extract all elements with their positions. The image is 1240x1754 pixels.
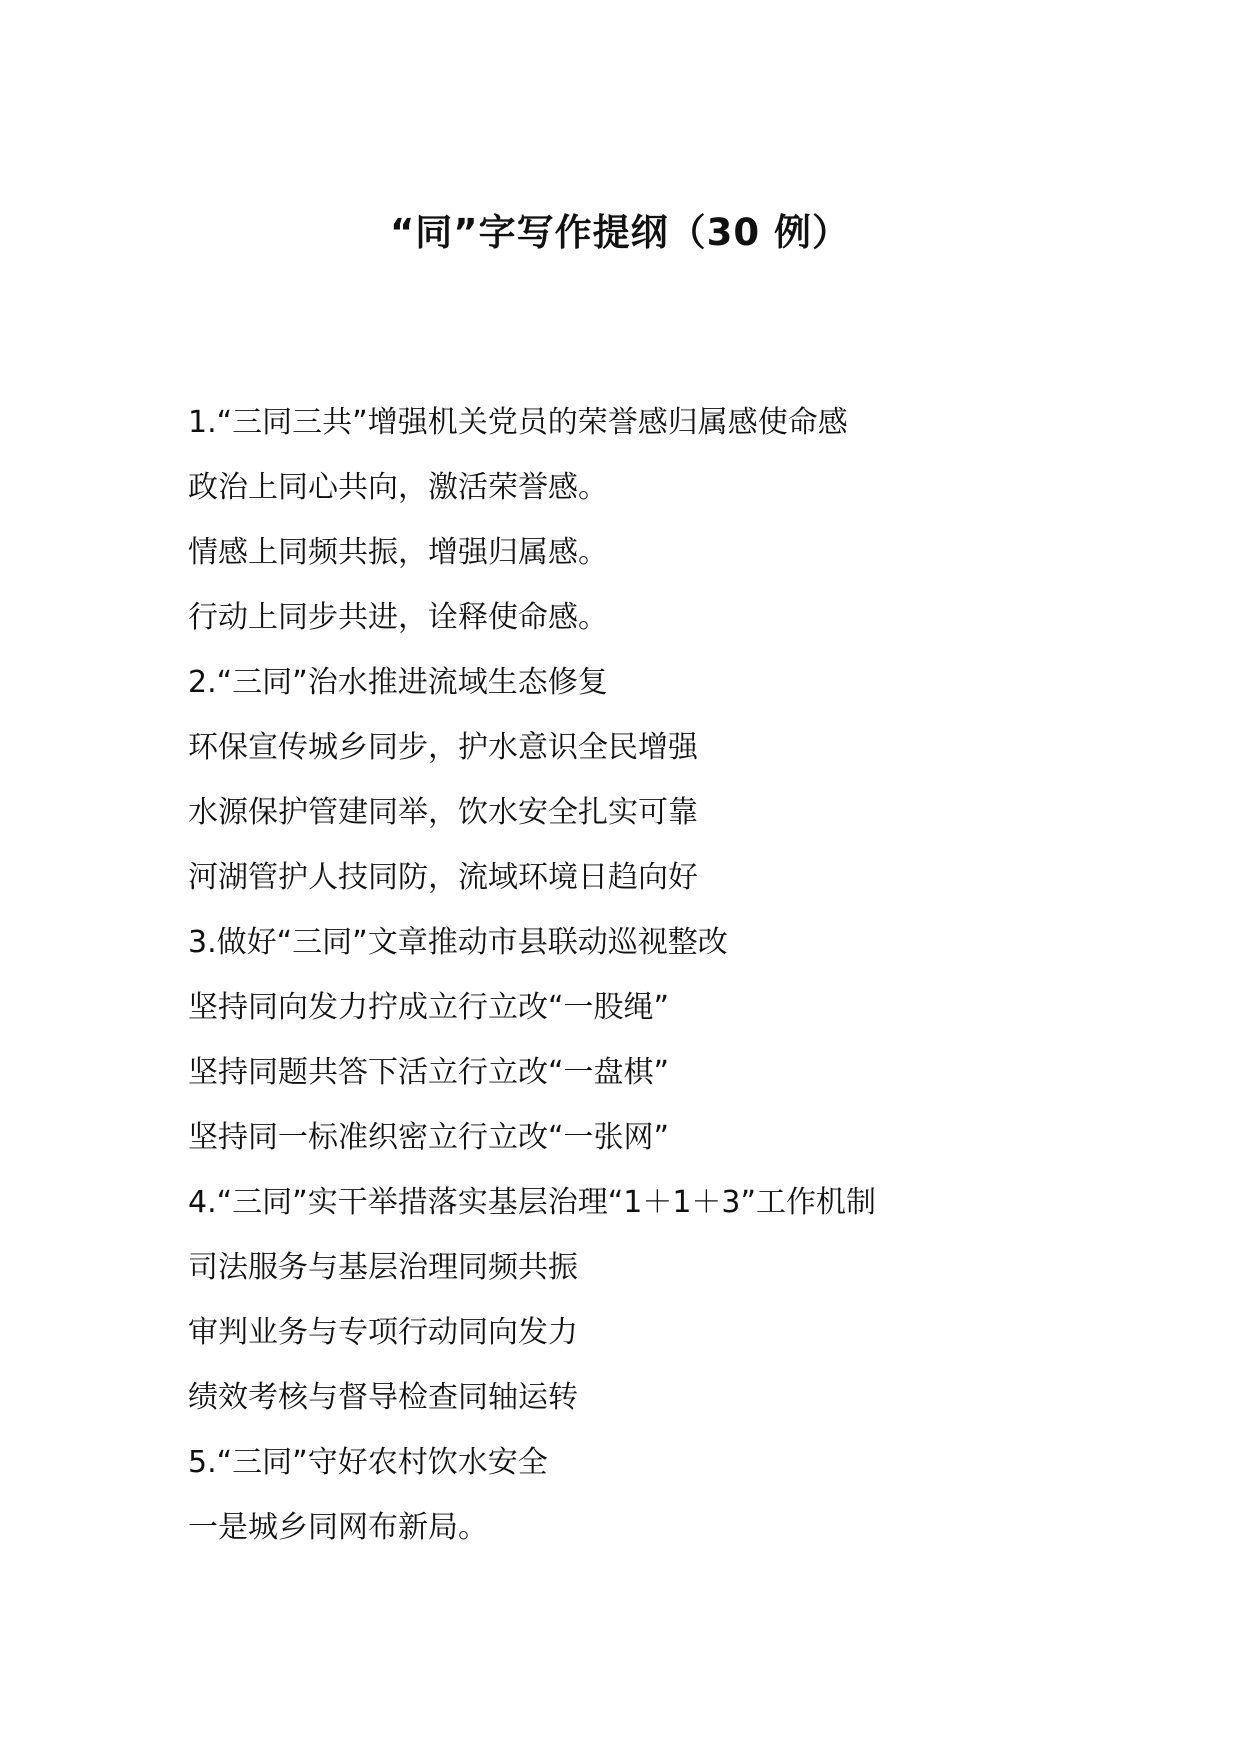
outline-point: 河湖管护人技同防，流域环境日趋向好: [188, 860, 698, 895]
outline-heading-4: 4.“三同”实干举措落实基层治理“1＋1＋3”工作机制: [188, 1185, 877, 1220]
outline-point: 情感上同频共振，增强归属感。: [188, 535, 608, 570]
outline-heading-3: 3.做好“三同”文章推动市县联动巡视整改: [188, 925, 728, 960]
outline-point: 政治上同心共向，激活荣誉感。: [188, 470, 608, 505]
outline-heading-2: 2.“三同”治水推进流域生态修复: [188, 665, 608, 700]
outline-point: 行动上同步共进，诠释使命感。: [188, 600, 608, 635]
outline-point: 坚持同题共答下活立行立改“一盘棋”: [188, 1055, 670, 1090]
document-body: [188, 390, 1188, 1560]
outline-point: 司法服务与基层治理同频共振: [188, 1250, 578, 1285]
outline-point: 绩效考核与督导检查同轴运转: [188, 1380, 578, 1415]
outline-point: 坚持同向发力拧成立行立改“一股绳”: [188, 990, 670, 1025]
outline-heading-5: 5.“三同”守好农村饮水安全: [188, 1445, 548, 1480]
outline-point: 环保宣传城乡同步，护水意识全民增强: [188, 730, 698, 765]
outline-point: 审判业务与专项行动同向发力: [188, 1315, 578, 1350]
document-title: “同”字写作提纲（30 例）: [389, 211, 850, 254]
outline-heading-1: 1.“三同三共”增强机关党员的荣誉感归属感使命感: [188, 405, 848, 440]
outline-point: 一是城乡同网布新局。: [188, 1510, 488, 1545]
outline-point: 水源保护管建同举，饮水安全扎实可靠: [188, 795, 698, 830]
outline-point: 坚持同一标准织密立行立改“一张网”: [188, 1120, 670, 1155]
